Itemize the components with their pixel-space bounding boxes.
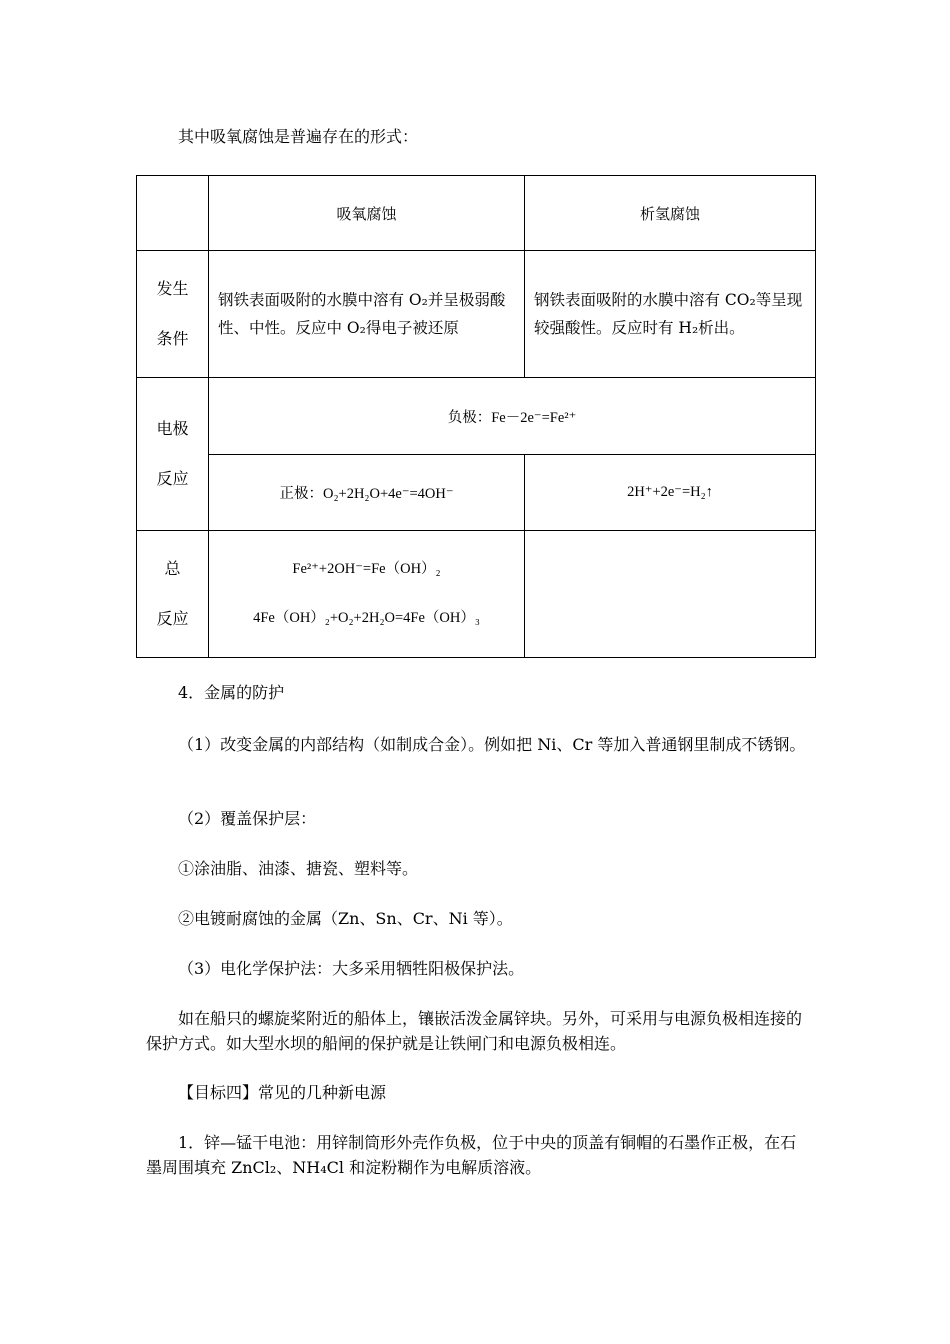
condition-hydrogen: 钢铁表面吸附的水膜中溶有 CO₂等呈现较强酸性。反应时有 H₂析出。 [525, 251, 816, 378]
section-4-heading: 4．金属的防护 [178, 683, 285, 702]
row-label-overall: 总 反应 [137, 531, 209, 658]
goal-4-heading: 【目标四】常见的几种新电源 [178, 1083, 387, 1102]
section-4-item-2a: ①涂油脂、油漆、搪瓷、塑料等。 [178, 859, 419, 878]
table-corner-cell [137, 176, 209, 251]
section-4-item-3: （3）电化学保护法：大多采用牺牲阳极保护法。 [178, 959, 525, 978]
header-oxygen-corrosion: 吸氧腐蚀 [209, 176, 525, 251]
overall-hydrogen [525, 531, 816, 658]
row-label-condition: 发生 条件 [137, 251, 209, 378]
section-4-item-2b: ②电镀耐腐蚀的金属（Zn、Sn、Cr、Ni 等）。 [178, 909, 513, 928]
corrosion-comparison-table [136, 175, 816, 658]
positive-electrode-hydrogen: 2H⁺+2e⁻=H₂↑ [525, 455, 816, 531]
section-4-item-2: （2）覆盖保护层： [178, 809, 317, 828]
section-4-example: 如在船只的螺旋桨附近的船体上，镶嵌活泼金属锌块。另外，可采用与电源负极相连接的保护方式。如大型水坝的船闸的保护就是让铁闸门和电源负极相连。 [146, 1009, 803, 1053]
overall-oxygen [209, 531, 525, 658]
row-label-electrode: 电极 反应 [137, 378, 209, 531]
header-hydrogen-corrosion: 析氢腐蚀 [525, 176, 816, 251]
positive-electrode-oxygen: 正极：O₂+2H₂O+4e⁻=4OH⁻ [209, 455, 525, 531]
condition-oxygen: 钢铁表面吸附的水膜中溶有 O₂并呈极弱酸性、中性。反应中 O₂得电子被还原 [209, 251, 525, 378]
goal-4-item-1: 1．锌—锰干电池：用锌制筒形外壳作负极，位于中央的顶盖有铜帽的石墨作正极，在石墨周围填充 ZnCl₂、NH₄Cl 和淀粉糊作为电解质溶液。 [146, 1133, 797, 1177]
negative-electrode-equation: 负极：Fe－2e⁻=Fe²⁺ [209, 378, 816, 455]
overall-equation-2: 4Fe（OH）₂+O₂+2H₂O=4Fe（OH）₃ [253, 610, 480, 626]
section-4-item-1: （1）改变金属的内部结构（如制成合金）。例如把 Ni、Cr 等加入普通钢里制成不锈钢。 [178, 735, 806, 754]
intro-text: 其中吸氧腐蚀是普遍存在的形式： [178, 127, 419, 146]
overall-equation-1: Fe²⁺+2OH⁻=Fe（OH）₂ [292, 561, 441, 577]
